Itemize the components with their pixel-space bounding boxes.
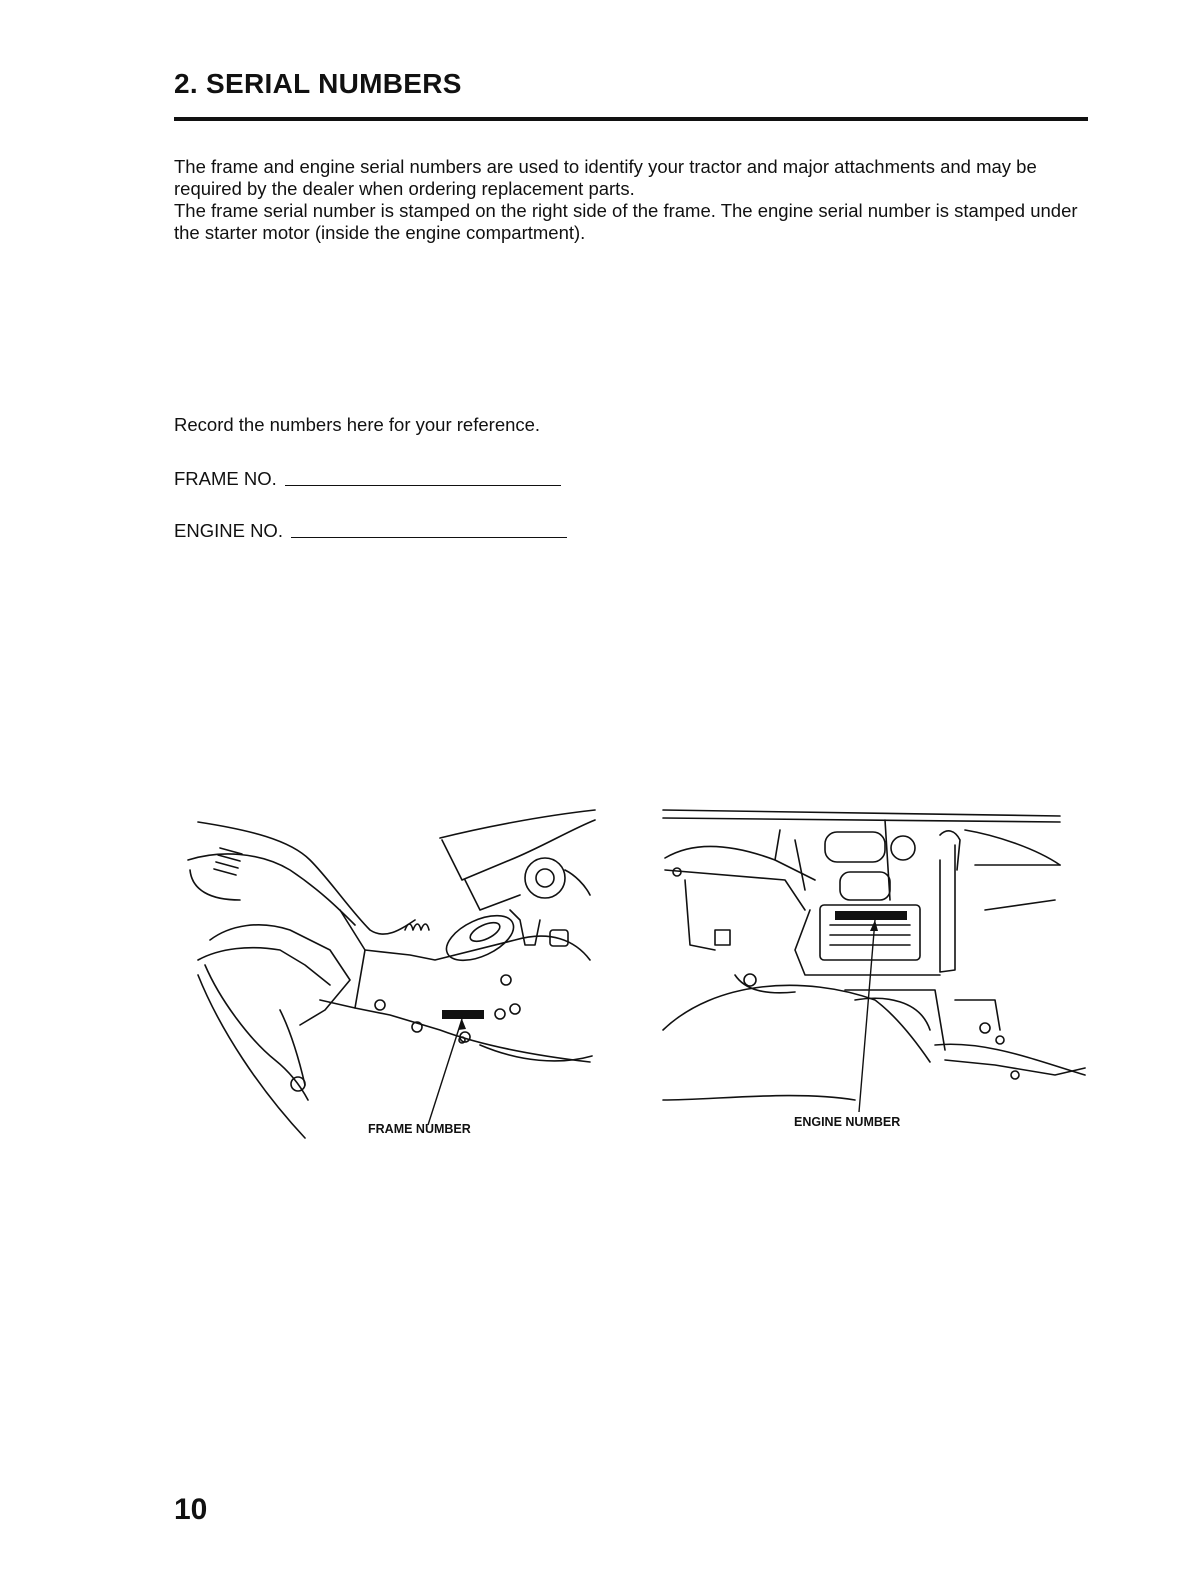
location-paragraph: The frame serial number is stamped on the right side of the frame. The engine serial number is stamped under the starter motor (inside the engine compartment). (174, 200, 1078, 243)
title-rule (174, 117, 1088, 121)
frame-number-label: FRAME NO. (174, 468, 277, 489)
frame-number-caption: FRAME NUMBER (368, 1122, 471, 1136)
section-title: 2. SERIAL NUMBERS (174, 68, 462, 99)
frame-number-mark (442, 1010, 484, 1019)
engine-number-mark (835, 911, 907, 920)
engine-number-blank (291, 536, 567, 538)
engine-number-label: ENGINE NO. (174, 520, 283, 541)
engine-number-field (174, 520, 567, 542)
frame-number-blank (285, 484, 561, 486)
frame-illustration (180, 800, 610, 1140)
record-instruction: Record the numbers here for your reference. (174, 414, 541, 435)
intro-paragraph: The frame and engine serial numbers are used to identify your tractor and major attachments and may be required by the dealer when ordering replacement parts. (174, 156, 1037, 199)
engine-number-caption: ENGINE NUMBER (794, 1115, 901, 1129)
frame-number-field (174, 468, 561, 490)
engine-illustration (655, 800, 1090, 1140)
page-number: 10 (174, 1493, 208, 1526)
